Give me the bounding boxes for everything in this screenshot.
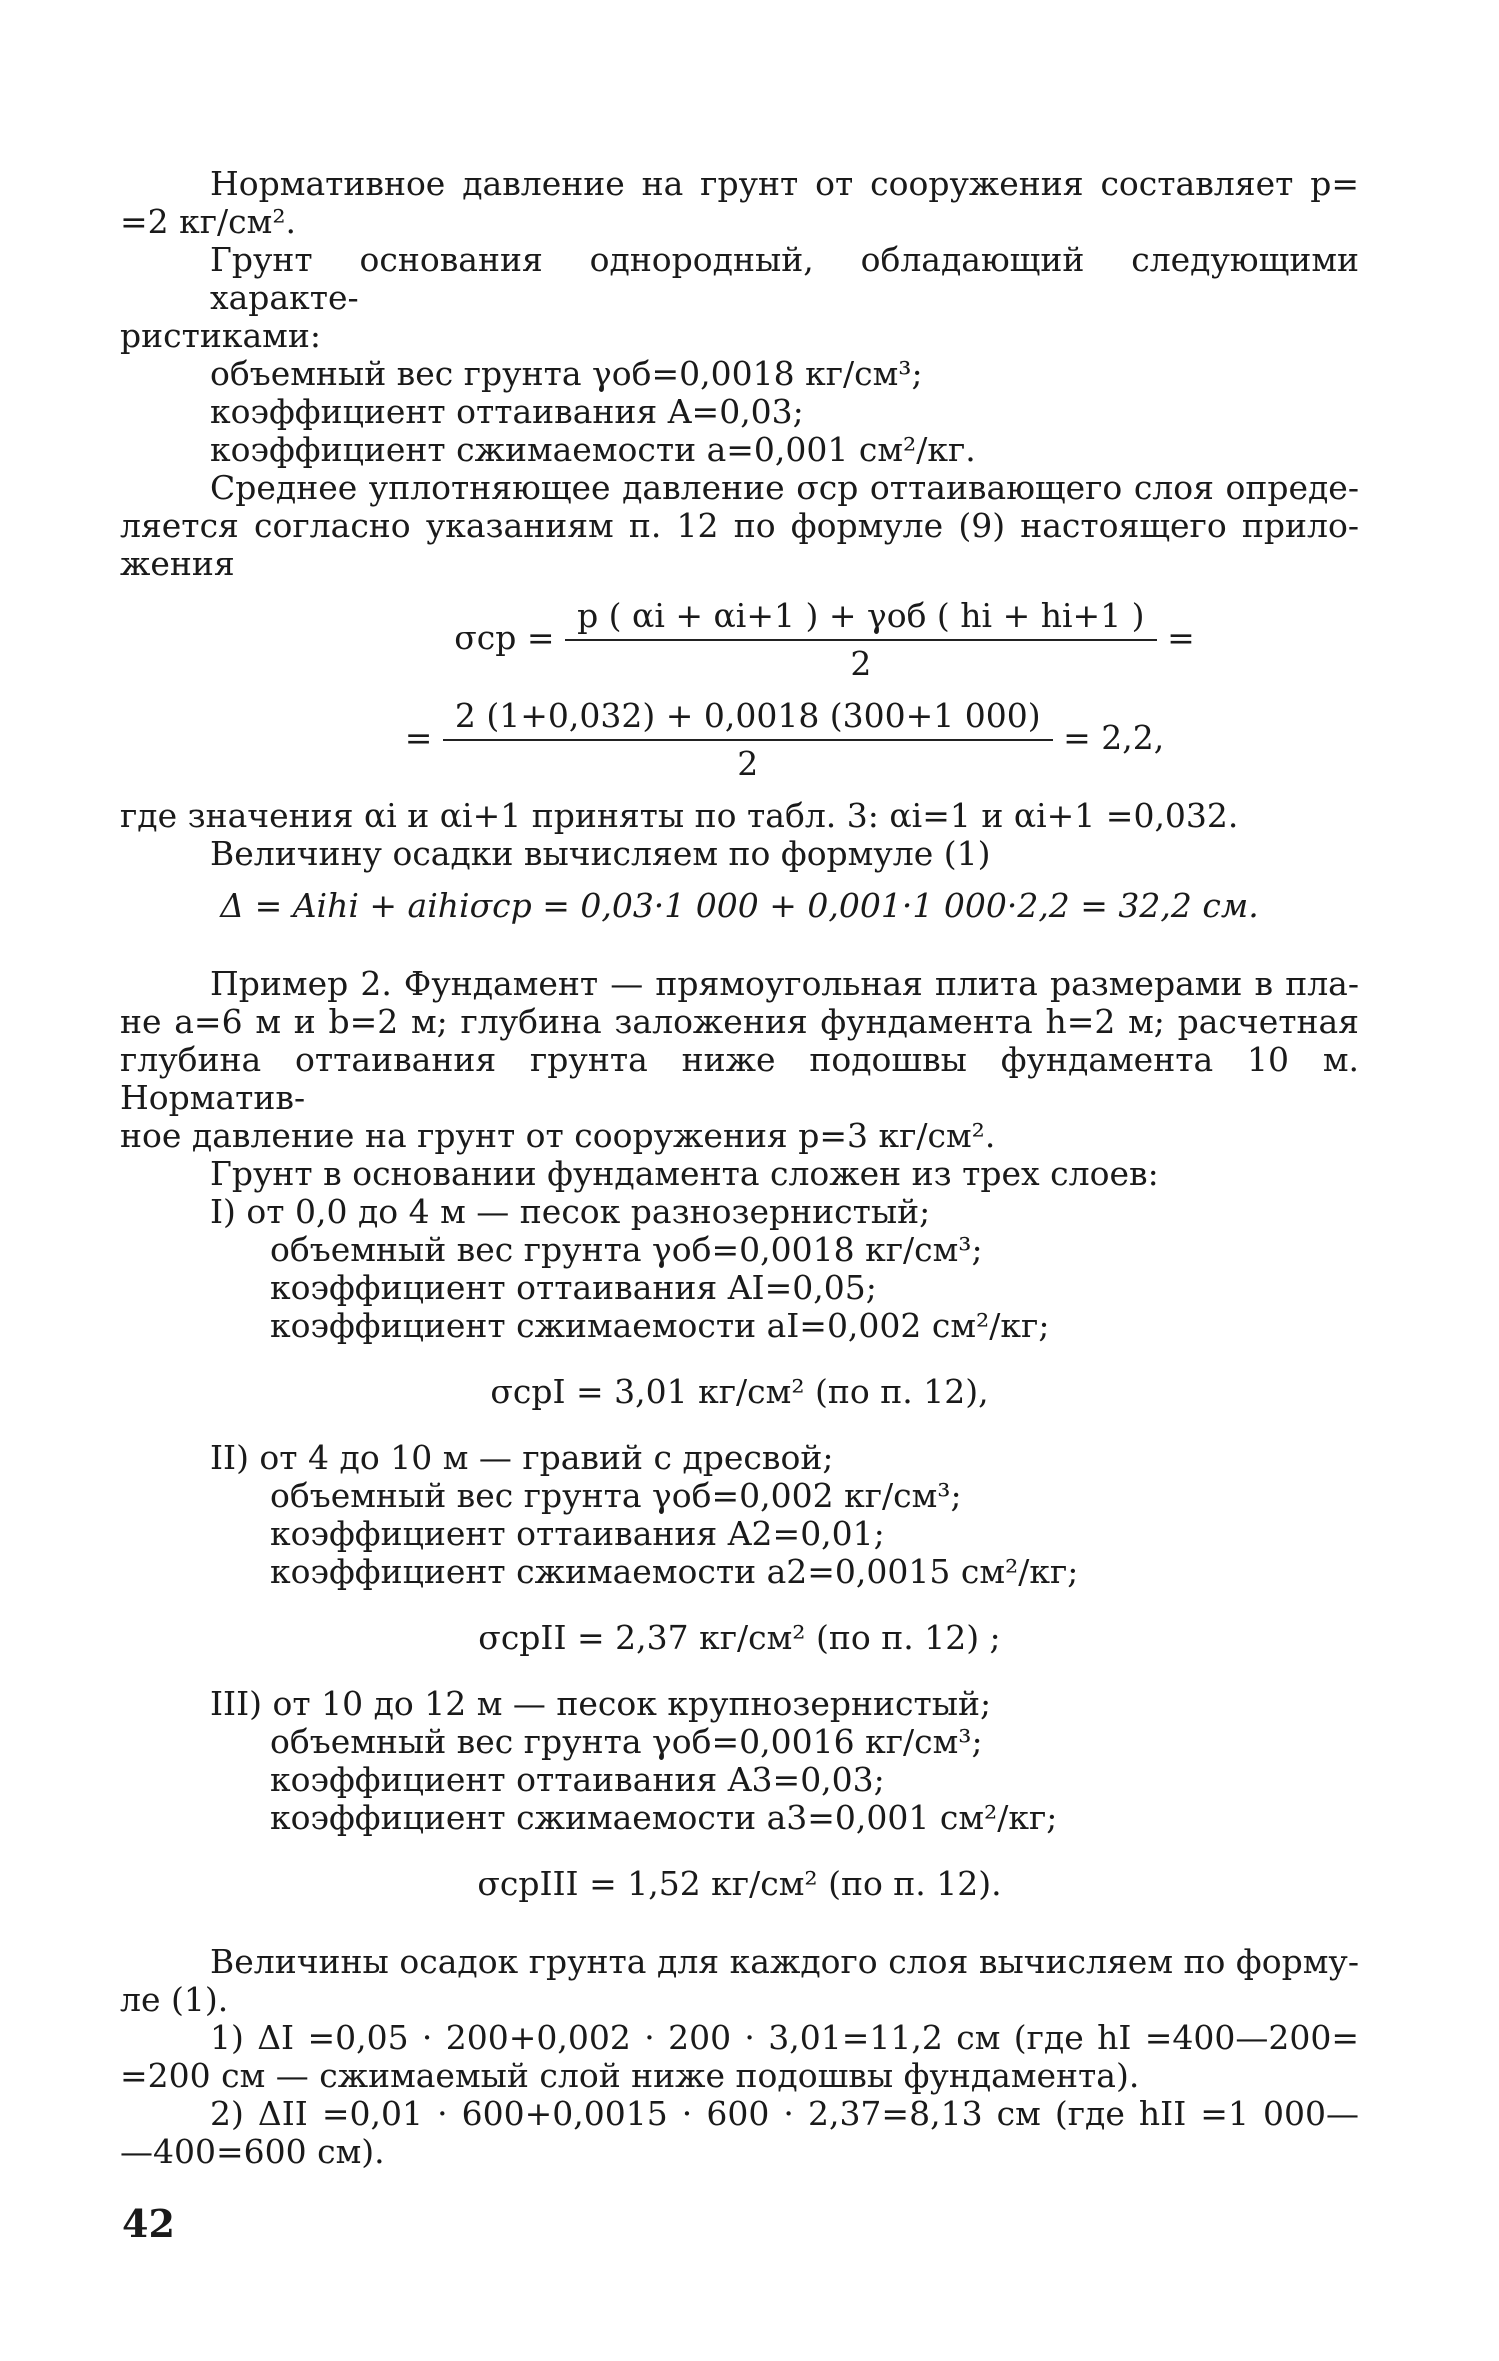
formula-numerator: p ( αi + αi+1 ) + γоб ( hi + hi+1 ) [565,597,1157,641]
layer-formula: σcpI = 3,01 кг/см² (по п. 12), [490,1372,989,1411]
layer-heading: III) от 10 до 12 м — песок крупнозернистый; [210,1684,992,1723]
paragraph-line: ное давление на грунт от сооружения p=3 кг/см². [120,1116,996,1155]
formula-fraction [565,597,1157,683]
paragraph-line: не a=6 м и b=2 м; глубина заложения фундамента h=2 м; расчетная [120,1002,1359,1041]
formula-rhs: = 2,2, [1063,718,1165,757]
calculation-line: =200 см — сжимаемый слой ниже подошвы фундамента). [120,2056,1140,2095]
layer-formula: σcpIII = 1,52 кг/см² (по п. 12). [477,1864,1002,1903]
paragraph-line: =2 кг/см². [120,202,297,241]
property-line: коэффициент сжимаемости a=0,001 см²/кг. [210,430,976,469]
formula-denominator: 2 [737,744,759,783]
property-line: коэффициент оттаивания AI=0,05; [270,1268,877,1307]
calculation-line: —400=600 см). [120,2132,385,2171]
example-heading-line: Пример 2. Фундамент — прямоугольная плита размерами в пла- [210,964,1359,1003]
page-number: 42 [122,2201,175,2246]
formula-numerator: 2 (1+0,032) + 0,0018 (300+1 000) [443,697,1053,741]
paragraph-line: ляется согласно указаниям п. 12 по формуле (9) настоящего прило- [120,506,1359,545]
paragraph-line: Среднее уплотняющее давление σср оттаивающего слоя опреде- [210,468,1359,507]
property-line: объемный вес грунта γоб=0,002 кг/см³; [270,1476,962,1515]
paragraph-line: Нормативное давление на грунт от сооружения составляет p= [210,164,1359,203]
property-line: объемный вес грунта γоб=0,0018 кг/см³; [270,1230,983,1269]
property-line: объемный вес грунта γоб=0,0016 кг/см³; [270,1722,983,1761]
formula-rhs: = [1167,618,1195,657]
calculation-line: 1) ΔI =0,05 · 200+0,002 · 200 · 3,01=11,2 см (где hI =400—200= [210,2018,1359,2057]
formula-denominator: 2 [850,644,872,683]
property-line: коэффициент сжимаемости a2=0,0015 см²/кг; [270,1552,1079,1591]
paragraph-line: жения [120,544,235,583]
paragraph-line: глубина оттаивания грунта ниже подошвы фундамента 10 м. Норматив- [120,1040,1359,1117]
paragraph-line: Величины осадок грунта для каждого слоя вычисляем по форму- [210,1942,1359,1981]
property-line: коэффициент оттаивания A2=0,01; [270,1514,885,1553]
formula-fraction [443,697,1053,783]
property-line: объемный вес грунта γоб=0,0018 кг/см³; [210,354,923,393]
formula-sigma-cp-value [120,697,1359,783]
formula-sigma-cp [120,597,1359,683]
paragraph-line: Грунт основания однородный, обладающий следующими характе- [210,240,1359,317]
paragraph-line: ле (1). [120,1980,229,2019]
layer-heading: II) от 4 до 10 м — гравий с дресвой; [210,1438,834,1477]
property-line: коэффициент сжимаемости a3=0,001 см²/кг; [270,1798,1058,1837]
formula-lhs: = [404,718,433,757]
property-line: коэффициент оттаивания A=0,03; [210,392,804,431]
property-line: коэффициент сжимаемости aI=0,002 см²/кг; [270,1306,1050,1345]
layer-heading: I) от 0,0 до 4 м — песок разнозернистый; [210,1192,931,1231]
formula-settlement: Δ = Aihi + aihiσср = 0,03·1 000 + 0,001·1 000·2,2 = 32,2 см. [220,886,1259,925]
property-line: коэффициент оттаивания A3=0,03; [270,1760,885,1799]
paragraph-line: Грунт в основании фундамента сложен из трех слоев: [210,1154,1159,1193]
calculation-line: 2) ΔII =0,01 · 600+0,0015 · 600 · 2,37=8,13 см (где hII =1 000— [210,2094,1359,2133]
formula-lhs: σср = [454,618,555,657]
paragraph-line: Величину осадки вычисляем по формуле (1) [210,834,991,873]
paragraph-line: ристиками: [120,316,321,355]
layer-formula: σcpII = 2,37 кг/см² (по п. 12) ; [478,1618,1001,1657]
paragraph-line: где значения αi и αi+1 приняты по табл. 3: αi=1 и αi+1 =0,032. [120,796,1239,835]
